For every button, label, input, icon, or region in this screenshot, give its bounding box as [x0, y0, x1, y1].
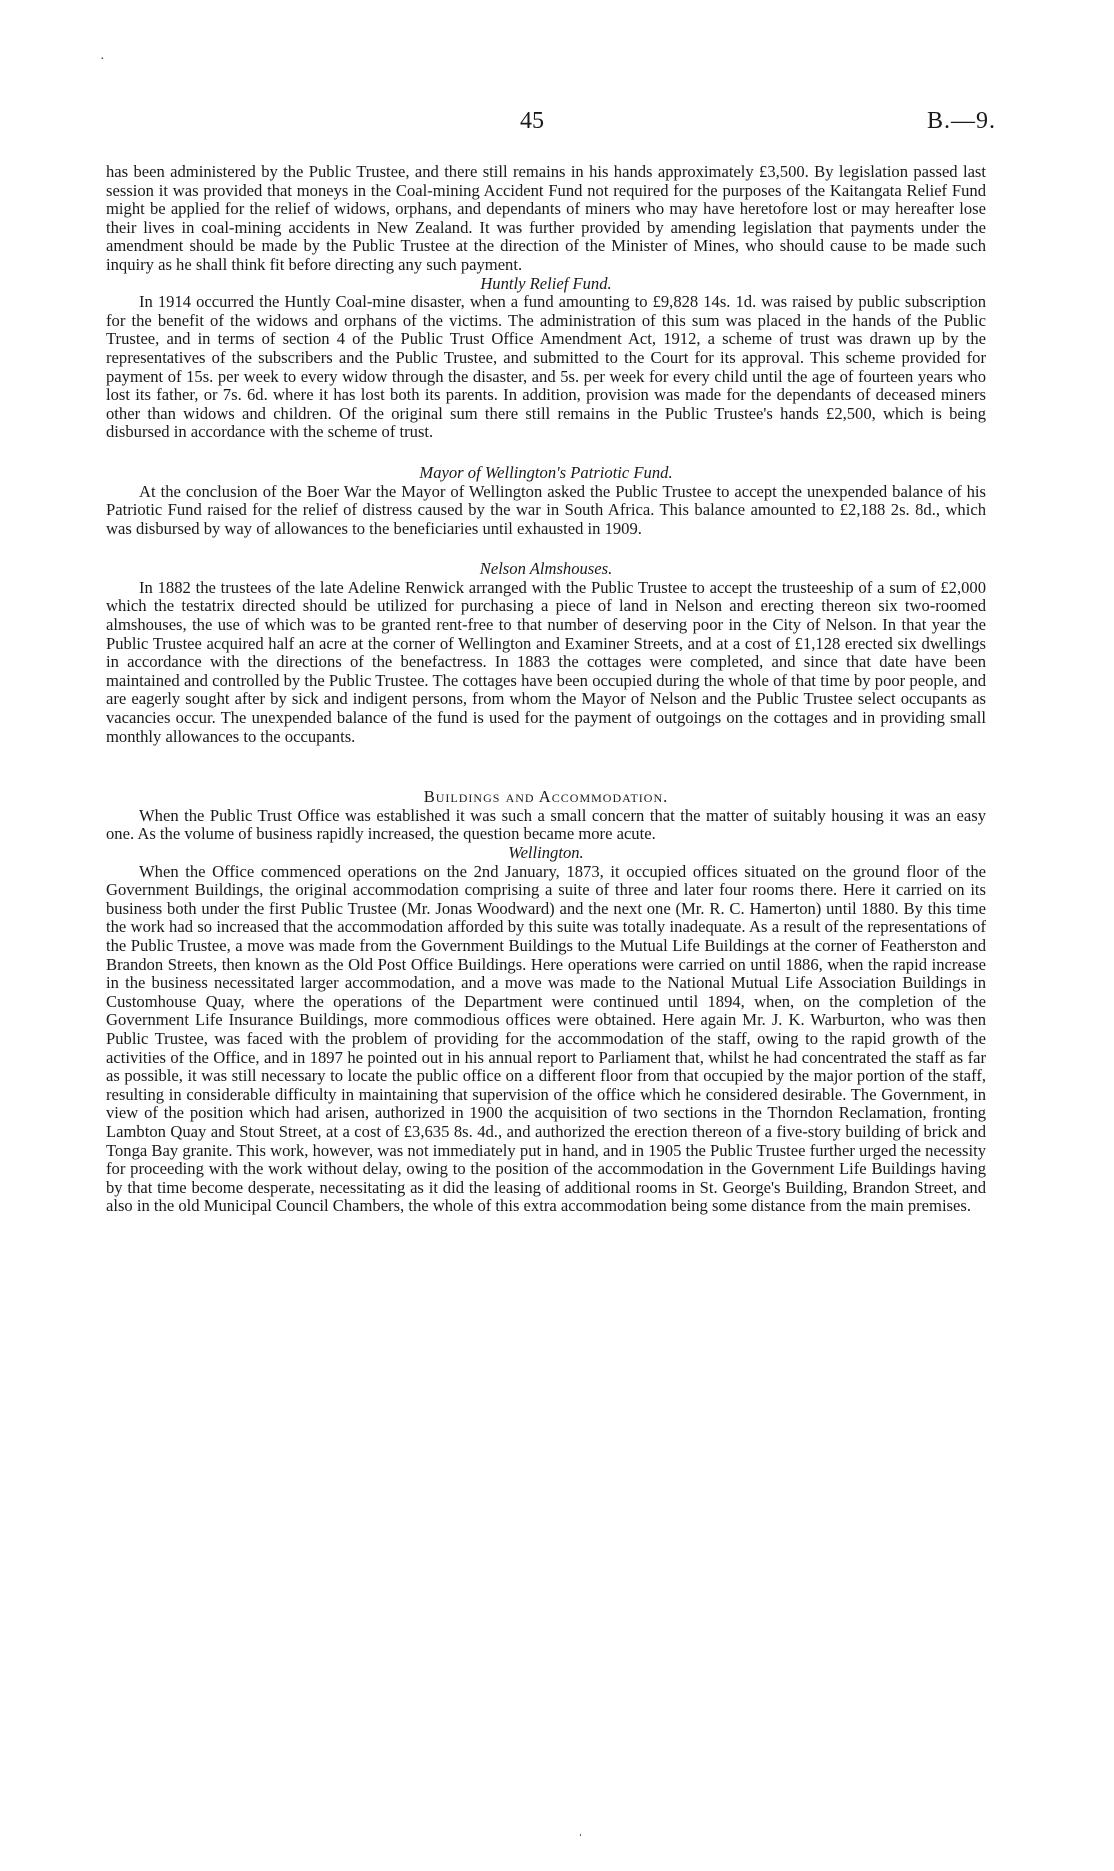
nelson-heading: Nelson Almshouses.	[479, 559, 613, 579]
page-header	[0, 108, 1114, 138]
huntly-heading: Huntly Relief Fund.	[480, 273, 612, 293]
spacer	[106, 746, 986, 788]
huntly-paragraph: In 1914 occurred the Huntly Coal-mine disaster, when a fund amounting to £9,828 14s. 1d. was raised by public subscription for the benefit of the widows and orphans of the victims. The administration of this sum was placed in the hands of the Public Trustee, and in terms of section 4 of the Public Trust Office Amendment Act, 1912, a scheme of trust was drawn up by the representatives of the subscribers and the Public Trustee, and submitted to the Court for its approval. This scheme provided for payment of 15s. per week to every widow through the disaster, and 5s. per week for every child until the age of fourteen years who lost its father, or 7s. 6d. where it has lost both its parents. In addition, provision was made for the dependants of deceased miners other than widows and children. Of the original sum there still remains in the Public Trustee's hands £2,500, which is being disbursed in accordance with the scheme of trust.	[106, 292, 986, 442]
spacer	[106, 442, 986, 464]
intro-paragraph: has been administered by the Public Trustee, and there still remains in his hands approximately £3,500. By legislation passed last session it was provided that moneys in the Coal-mining Accident Fund not required for the purposes of the Kaitangata Relief Fund might be applied for the relief of widows, orphans, and dependants of miners who may have heretofore lost or may hereafter lose their lives in coal-mining accidents in New Zealand. It was further provided by amending legislation that payments under the amendment should be made by the Public Trustee at the direction of the Minister of Mines, who should cause to be made such inquiry as he shall think fit before directing any such payment.	[106, 162, 986, 274]
page-body	[106, 163, 986, 1216]
mayor-heading: Mayor of Wellington's Patriotic Fund.	[419, 462, 673, 482]
mayor-paragraph: At the conclusion of the Boer War the Mayor of Wellington asked the Public Trustee to accept the unexpended balance of his Patriotic Fund raised for the relief of distress caused by the war in South Africa. This balance amounted to £2,188 2s. 8d., which was disbursed by way of allowances to the beneficiaries until exhausted in 1909.	[106, 481, 986, 538]
buildings-paragraph: When the Public Trust Office was established it was such a small concern that the matter of suitably housing it was an easy one. As the volume of business rapidly increased, the question became more acute.	[106, 805, 986, 844]
buildings-heading: Buildings and Accommodation.	[423, 787, 669, 807]
nelson-paragraph: In 1882 the trustees of the late Adeline Renwick arranged with the Public Trustee to accept the trusteeship of a sum of £2,000 which the testatrix directed should be utilized for purchasing a piece of land in Nelson and erecting thereon six two-roomed almshouses, the use of which was to be granted rent-free to that number of deserving poor in the City of Nelson. In that year the Public Trustee acquired half an acre at the corner of Wellington and Examiner Streets, and at a cost of £1,128 erected six dwellings in accordance with the directions of the benefactress. In 1883 the cottages were completed, and since that date have been maintained and controlled by the Public Trustee. The cottages have been occupied during the whole of that time by poor people, and are eagerly sought after by sick and indigent persons, from whom the Mayor of Nelson and the Public Trustee select occupants as vacancies occur. The unexpended balance of the fund is used for the payment of outgoings on the cottages and in providing small monthly allowances to the occupants.	[106, 577, 986, 746]
page-number: 45	[520, 108, 544, 134]
wellington-heading: Wellington.	[508, 843, 584, 862]
document-reference: B.—9.	[926, 108, 996, 134]
scan-speck: ˌ	[578, 1822, 583, 1837]
scan-speck: ·	[100, 52, 105, 67]
wellington-paragraph: When the Office commenced operations on the 2nd January, 1873, it occupied offices situated on the ground floor of the Government Buildings, the original accommodation comprising a suite of three and later four rooms there. Here it carried on its business both under the first Public Trustee (Mr. Jonas Woodward) and the next one (Mr. R. C. Hamerton) until 1880. By this time the work had so increased that the accommodation afforded by this suite was totally inadequate. As a result of the representations of the Public Trustee, a move was made from the Government Buildings to the Mutual Life Buildings at the corner of Featherston and Brandon Streets, then known as the Old Post Office Buildings. Here operations were carried on until 1886, when the rapid increase in the business necessitated larger accommodation, and a move was made to the National Mutual Life Association Buildings in Customhouse Quay, where the operations of the Department were continued until 1894, when, on the completion of the Government Life Insurance Buildings, more commodious offices were obtained. Here again Mr. J. K. Warburton, who was then Public Trustee, was faced with the problem of providing for the accommodation of the staff, owing to the rapid growth of the activities of the Office, and in 1897 he pointed out in his annual report to Parliament that, whilst he had concentrated the staff as far as possible, it was still necessary to locate the public office on a different floor from that occupied by the major portion of the staff, resulting in considerable difficulty in maintaining that supervision of the office which he considered desirable. The Government, in view of the position which had arisen, authorized in 1900 the acquisition of two sections in the Thorndon Reclamation, fronting Lambton Quay and Stout Street, at a cost of £3,635 8s. 4d., and authorized the erection thereon of a five-story building of brick and Tonga Bay granite. This work, however, was not immediately put in hand, and in 1905 the Public Trustee further urged the necessity for proceeding with the work without delay, owing to the position of the accommodation in the Government Life Buildings having by that time become desperate, necessitating as it did the leasing of additional rooms in St. George's Building, Brandon Street, and also in the old Municipal Council Chambers, the whole of this extra accommodation being some distance from the main premises.	[106, 861, 986, 1216]
spacer	[106, 538, 986, 560]
